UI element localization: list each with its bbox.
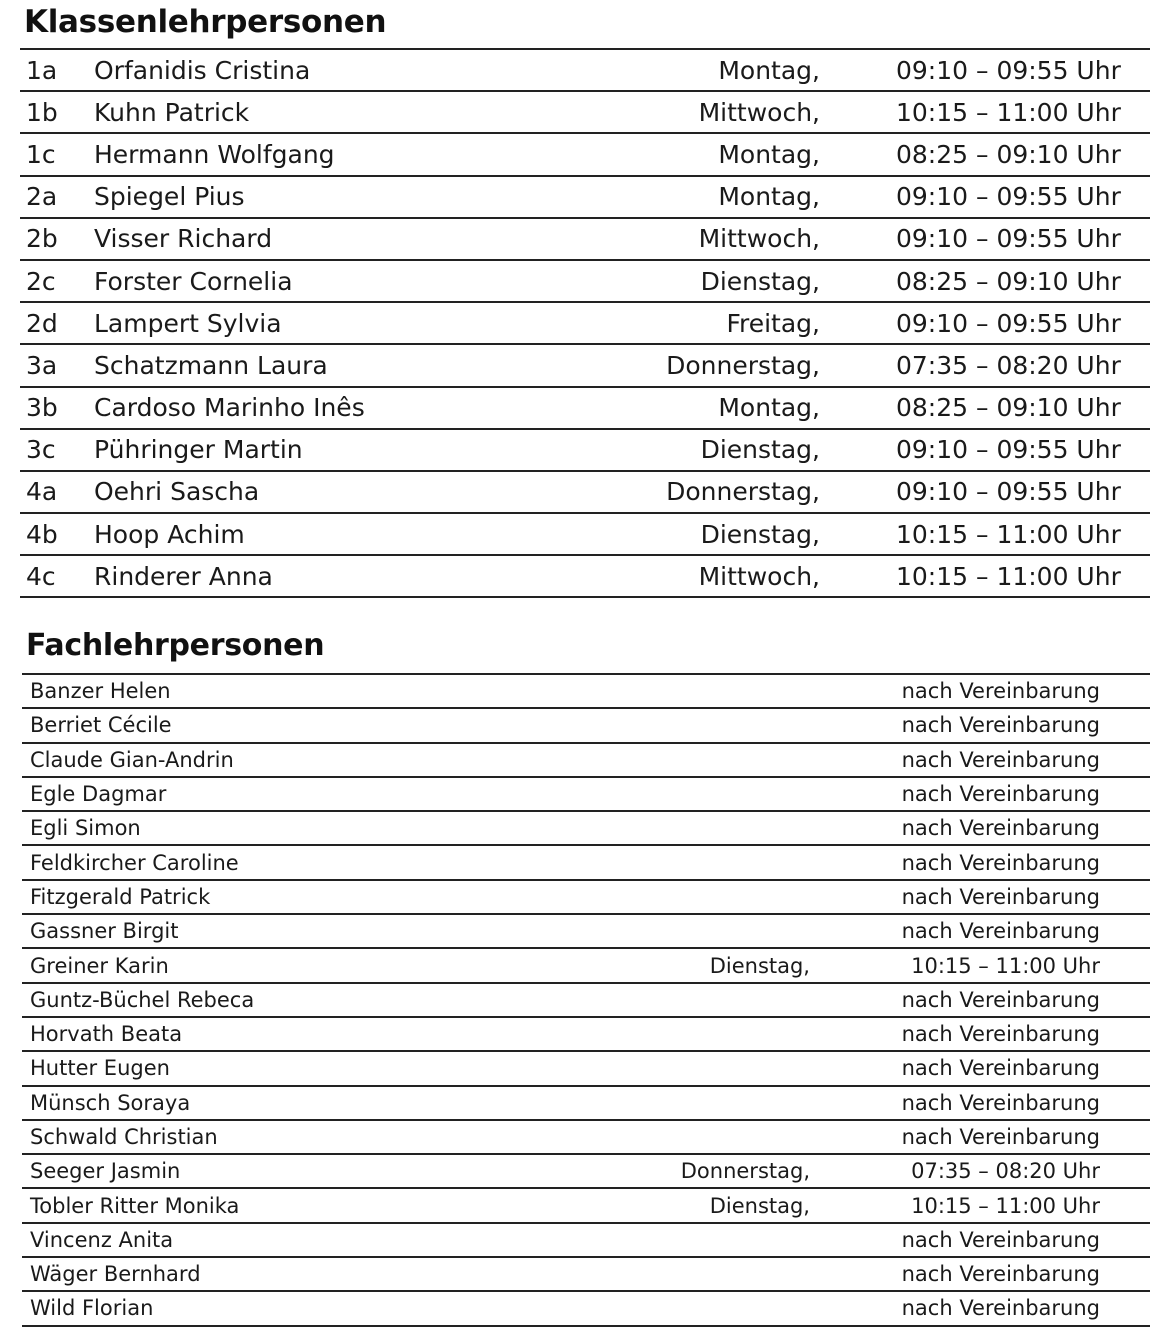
teacher-name: Gassner Birgit bbox=[30, 919, 179, 944]
teacher-name: Fitzgerald Patrick bbox=[30, 884, 211, 909]
teacher-name: Egli Simon bbox=[30, 816, 141, 841]
class-label: 2a bbox=[26, 182, 58, 212]
table-row bbox=[22, 812, 1150, 846]
time-slot: 09:10 – 09:55 Uhr bbox=[896, 308, 1121, 338]
teacher-name: Schatzmann Laura bbox=[94, 350, 328, 380]
table-row bbox=[20, 388, 1150, 430]
table-row bbox=[20, 556, 1150, 598]
table-row bbox=[22, 1189, 1150, 1223]
teacher-name: Horvath Beata bbox=[30, 1022, 183, 1047]
section-title-klassenlehrpersonen: Klassenlehrpersonen bbox=[24, 4, 387, 40]
weekday: Donnerstag, bbox=[666, 477, 820, 507]
table-row bbox=[20, 430, 1150, 472]
time-slot: 07:35 – 08:20 Uhr bbox=[911, 1159, 1100, 1184]
teacher-name: Greiner Karin bbox=[30, 953, 169, 978]
time-slot: 10:15 – 11:00 Uhr bbox=[896, 519, 1121, 549]
weekday: Montag, bbox=[718, 393, 820, 423]
table-row bbox=[20, 177, 1150, 219]
fachlehrpersonen-table bbox=[22, 673, 1150, 1327]
time-slot: nach Vereinbarung bbox=[901, 987, 1100, 1012]
class-label: 3b bbox=[26, 393, 58, 423]
class-label: 1c bbox=[26, 139, 56, 169]
table-row bbox=[20, 303, 1150, 345]
time-slot: nach Vereinbarung bbox=[901, 782, 1100, 807]
table-row bbox=[22, 1087, 1150, 1121]
teacher-name: Vincenz Anita bbox=[30, 1227, 174, 1252]
time-slot: nach Vereinbarung bbox=[901, 1056, 1100, 1081]
weekday: Montag, bbox=[718, 55, 820, 85]
time-slot: nach Vereinbarung bbox=[901, 747, 1100, 772]
teacher-name: Pühringer Martin bbox=[94, 435, 303, 465]
teacher-name: Claude Gian-Andrin bbox=[30, 747, 234, 772]
class-label: 4b bbox=[26, 519, 58, 549]
teacher-name: Hermann Wolfgang bbox=[94, 139, 335, 169]
class-label: 3c bbox=[26, 435, 56, 465]
teacher-name: Banzer Helen bbox=[30, 679, 171, 704]
time-slot: nach Vereinbarung bbox=[901, 713, 1100, 738]
time-slot: nach Vereinbarung bbox=[901, 816, 1100, 841]
teacher-name: Guntz-Büchel Rebeca bbox=[30, 987, 255, 1012]
time-slot: 08:25 – 09:10 Uhr bbox=[896, 393, 1121, 423]
teacher-name: Egle Dagmar bbox=[30, 782, 167, 807]
weekday: Montag, bbox=[718, 182, 820, 212]
teacher-name: Visser Richard bbox=[94, 224, 273, 254]
table-row bbox=[20, 134, 1150, 176]
table-row bbox=[20, 472, 1150, 514]
class-label: 2c bbox=[26, 266, 56, 296]
time-slot: nach Vereinbarung bbox=[901, 1227, 1100, 1252]
class-label: 3a bbox=[26, 350, 58, 380]
time-slot: 09:10 – 09:55 Uhr bbox=[896, 477, 1121, 507]
class-label: 1b bbox=[26, 97, 58, 127]
table-row bbox=[20, 261, 1150, 303]
weekday: Mittwoch, bbox=[698, 224, 820, 254]
table-row bbox=[22, 1292, 1150, 1326]
table-row bbox=[22, 984, 1150, 1018]
section-title-fachlehrpersonen: Fachlehrpersonen bbox=[26, 628, 325, 663]
table-row bbox=[20, 219, 1150, 261]
teacher-name: Cardoso Marinho Inês bbox=[94, 393, 365, 423]
table-row bbox=[22, 1121, 1150, 1155]
teacher-name: Feldkircher Caroline bbox=[30, 850, 239, 875]
time-slot: nach Vereinbarung bbox=[901, 1022, 1100, 1047]
teacher-name: Hutter Eugen bbox=[30, 1056, 170, 1081]
class-label: 2b bbox=[26, 224, 58, 254]
teacher-name: Kuhn Patrick bbox=[94, 97, 250, 127]
time-slot: 09:10 – 09:55 Uhr bbox=[896, 55, 1121, 85]
teacher-name: Lampert Sylvia bbox=[94, 308, 282, 338]
time-slot: nach Vereinbarung bbox=[901, 1125, 1100, 1149]
teacher-name: Rinderer Anna bbox=[94, 561, 273, 591]
weekday: Donnerstag, bbox=[680, 1159, 810, 1184]
table-row bbox=[22, 846, 1150, 880]
table-row bbox=[22, 778, 1150, 812]
weekday: Dienstag, bbox=[709, 1193, 810, 1218]
time-slot: nach Vereinbarung bbox=[901, 884, 1100, 909]
table-row bbox=[22, 1258, 1150, 1292]
teacher-name: Berriet Cécile bbox=[30, 713, 172, 738]
teacher-name: Seeger Jasmin bbox=[30, 1159, 181, 1184]
weekday: Mittwoch, bbox=[698, 97, 820, 127]
table-row bbox=[22, 1018, 1150, 1052]
time-slot: nach Vereinbarung bbox=[901, 1090, 1100, 1115]
table-row bbox=[22, 949, 1150, 983]
class-label: 2d bbox=[26, 308, 58, 338]
class-label: 4a bbox=[26, 477, 58, 507]
table-row bbox=[20, 345, 1150, 387]
teacher-name: Hoop Achim bbox=[94, 519, 245, 549]
klassenlehrpersonen-table bbox=[20, 48, 1150, 598]
table-row bbox=[20, 514, 1150, 556]
time-slot: nach Vereinbarung bbox=[901, 1262, 1100, 1287]
weekday: Dienstag, bbox=[709, 953, 810, 978]
teacher-name: Wäger Bernhard bbox=[30, 1262, 201, 1287]
table-row bbox=[22, 915, 1150, 949]
time-slot: nach Vereinbarung bbox=[901, 850, 1100, 875]
weekday: Donnerstag, bbox=[666, 350, 820, 380]
table-row bbox=[20, 50, 1150, 92]
time-slot: 10:15 – 11:00 Uhr bbox=[896, 561, 1121, 591]
time-slot: nach Vereinbarung bbox=[901, 679, 1100, 704]
teacher-name: Spiegel Pius bbox=[94, 182, 245, 212]
weekday: Freitag, bbox=[726, 308, 820, 338]
teacher-name: Wild Florian bbox=[30, 1296, 154, 1321]
time-slot: nach Vereinbarung bbox=[901, 1296, 1100, 1321]
teacher-name: Münsch Soraya bbox=[30, 1090, 191, 1115]
table-row bbox=[22, 881, 1150, 915]
time-slot: 09:10 – 09:55 Uhr bbox=[896, 224, 1121, 254]
teacher-name: Forster Cornelia bbox=[94, 266, 293, 296]
time-slot: 09:10 – 09:55 Uhr bbox=[896, 182, 1121, 212]
weekday: Mittwoch, bbox=[698, 561, 820, 591]
time-slot: nach Vereinbarung bbox=[901, 919, 1100, 944]
class-label: 1a bbox=[26, 55, 58, 85]
time-slot: 08:25 – 09:10 Uhr bbox=[896, 266, 1121, 296]
time-slot: 08:25 – 09:10 Uhr bbox=[896, 139, 1121, 169]
table-row bbox=[22, 744, 1150, 778]
time-slot: 10:15 – 11:00 Uhr bbox=[911, 1193, 1100, 1218]
time-slot: 07:35 – 08:20 Uhr bbox=[896, 350, 1121, 380]
teacher-name: Schwald Christian bbox=[30, 1125, 218, 1149]
weekday: Montag, bbox=[718, 139, 820, 169]
weekday: Dienstag, bbox=[700, 435, 820, 465]
table-row bbox=[22, 709, 1150, 743]
table-row bbox=[22, 1155, 1150, 1189]
table-row bbox=[22, 1052, 1150, 1086]
class-label: 4c bbox=[26, 561, 56, 591]
table-row bbox=[22, 1224, 1150, 1258]
time-slot: 10:15 – 11:00 Uhr bbox=[911, 953, 1100, 978]
weekday: Dienstag, bbox=[700, 519, 820, 549]
teacher-name: Oehri Sascha bbox=[94, 477, 260, 507]
weekday: Dienstag, bbox=[700, 266, 820, 296]
table-row bbox=[20, 92, 1150, 134]
table-row bbox=[22, 675, 1150, 709]
teacher-name: Tobler Ritter Monika bbox=[30, 1193, 240, 1218]
time-slot: 09:10 – 09:55 Uhr bbox=[896, 435, 1121, 465]
time-slot: 10:15 – 11:00 Uhr bbox=[896, 97, 1121, 127]
teacher-name: Orfanidis Cristina bbox=[94, 55, 311, 85]
